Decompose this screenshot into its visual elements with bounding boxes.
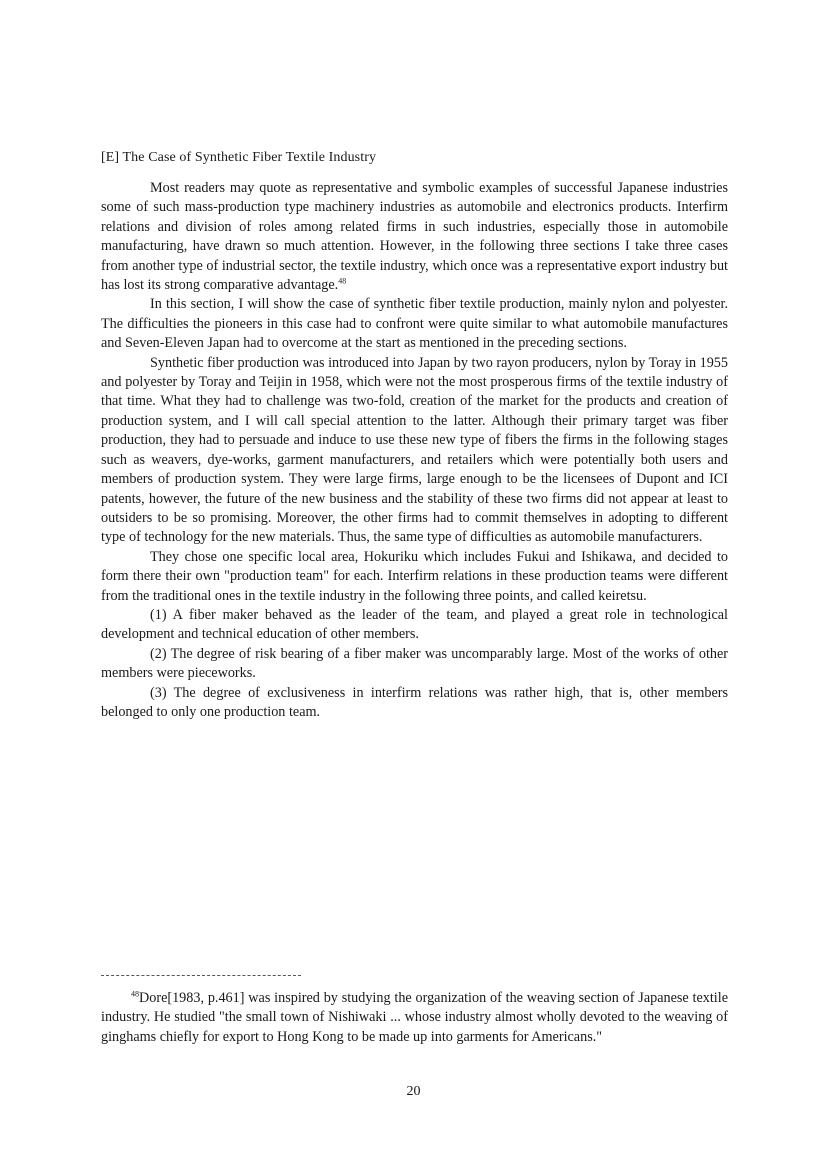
paragraph-1 bbox=[101, 179, 728, 295]
section-title: [E] The Case of Synthetic Fiber Textile Industry bbox=[101, 150, 377, 165]
footnote-reference: 48 bbox=[338, 276, 347, 286]
footnote-text: Dore[1983, p.461] was inspired by studying the organization of the weaving section of Japanese textile industry. He studied "the small town of Nishiwaki ... whose industry almost wholly devoted to the weaving of ginghams chiefly for export to Hong Kong to be made up into garments for Americans." bbox=[101, 990, 728, 1045]
page-number: 20 bbox=[406, 1084, 421, 1099]
paragraph-3: Synthetic fiber production was introduced into Japan by two rayon producers, nylon by Toray in 1955 and polyester by Toray and Teijin in 1958, which were not the most prosperous firms of the textile industry of that time. What they had to challenge was two-fold, creation of the market for the products and creation of production system, and I will call special attention to the latter. Although their primary target was fiber production, they had to persuade and induce to use these new type of fibers the firms in the following stages such as weavers, dye-works, garment manufacturers, and retailers which were potentially both users and members of production system. They were large firms, large enough to be the licensees of Dupont and ICI patents, however, the future of the new business and the stability of these two firms did not appear at least to outsiders to be so promising. Moreover, the other firms had to commit themselves in adopting to different type of technology for the new materials. Thus, the same type of difficulties as automobile manufacturers. bbox=[101, 354, 728, 546]
paragraph-1-text: Most readers may quote as representative and symbolic examples of successful Japanese industries some of such mass-production type machinery industries as automobile and electronics products. Interfirm relations and division of roles among related firms in such industries, especially those in automobile manufacturing, have drawn so much attention. However, in the following three sections I take three cases from another type of industrial sector, the textile industry, which once was a representative export industry but has lost its strong comparative advantage. bbox=[101, 180, 728, 294]
list-item-3: (3) The degree of exclusiveness in interfirm relations was rather high, that is, other members belonged to only one production team. bbox=[101, 684, 728, 720]
list-item-2: (2) The degree of risk bearing of a fiber maker was uncomparably large. Most of the works of other members were pieceworks. bbox=[101, 645, 728, 682]
paragraph-4: They chose one specific local area, Hokuriku which includes Fukui and Ishikawa, and decided to form there their own "production team" for each. Interfirm relations in these production teams were different from the traditional ones in the textile industry in the following three points, and called keiretsu. bbox=[101, 548, 728, 604]
footnote-marker: 48 bbox=[131, 989, 139, 999]
footnote-divider bbox=[101, 975, 301, 976]
page-body bbox=[101, 148, 728, 722]
list-item-1: (1) A fiber maker behaved as the leader of the team, and played a great role in technological development and technical education of other members. bbox=[101, 606, 728, 643]
footnote bbox=[101, 989, 728, 1047]
paragraph-2: In this section, I will show the case of synthetic fiber textile production, mainly nylon and polyester. The difficulties the pioneers in this case had to confront were quite similar to what automobile manufactures and Seven-Eleven Japan had to overcome at the start as mentioned in the preceding sections. bbox=[101, 296, 728, 352]
